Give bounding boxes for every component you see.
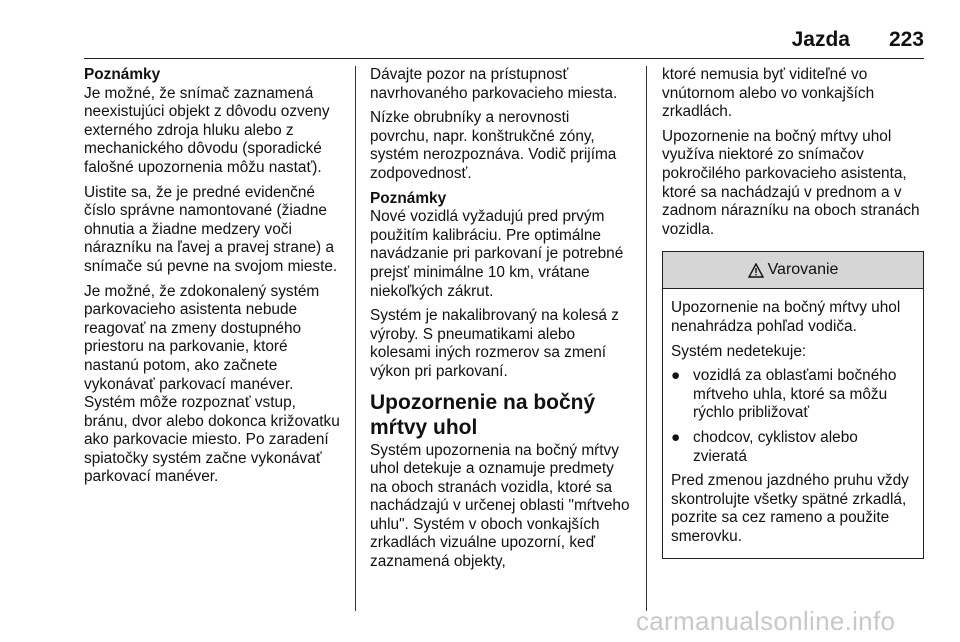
header-title: Jazda xyxy=(791,28,850,51)
warning-paragraph-3: Pred zmenou jazdného pruhu vždy skontrolujte všetky spätné zrkadlá, pozrite sa cez rameno a použite smerovku. xyxy=(671,472,909,545)
paragraph-mirrors: ktoré nemusia byť viditeľné vo vnútornom alebo vo vonkajších zrkadlách. xyxy=(662,66,875,121)
paragraph-curbs: Nízke obrubníky a nerovnosti povrchu, napr. konštrukčné zóny, systém nerozpoznáva. Vodič prijíma zodpovednosť. xyxy=(370,109,617,182)
warning-title: Varovanie xyxy=(767,261,839,279)
bullet-dot-icon: ● xyxy=(671,428,681,446)
watermark: carmanualsonline.info xyxy=(636,606,896,636)
bullet-dot-icon: ● xyxy=(671,367,681,385)
note-2 xyxy=(370,190,632,302)
note-2-title: Poznámky xyxy=(370,189,447,207)
column-1 xyxy=(84,66,342,493)
header-rule xyxy=(84,58,924,59)
paragraph-blind-spot-intro: Systém upozornenia na bočný mŕtvy uhol detekuje a oznamuje predmety na oboch stranách vozidla, ktoré sa nachádzajú v určenej oblasti "mŕtveho uhlu". Systém v oboch vonkajších zrkadlách vizuálne upozorní, keď zaznamená objekty, xyxy=(370,441,630,571)
column-3 xyxy=(662,66,924,559)
paragraph-advanced-parking: Je možné, že zdokonalený systém parkovacieho asistenta nebude reagovať na zmeny dostupného priestoru na parkovanie, ktoré nastanú potom, ako začnete vykonávať parkovací manéver. Systém môže rozpoznať vstup, bránu, dvor alebo dokonca križovatku ako parkovacie miesto. Po zaradení spiatočky systém začne vykonávať parkovací manéver. xyxy=(84,282,340,486)
warning-bullet xyxy=(671,429,915,466)
warning-paragraph-1: Upozornenie na bočný mŕtvy uhol nenahrádza pohľad vodiča. xyxy=(671,299,901,335)
bullet-text: chodcov, cyklistov alebo zvieratá xyxy=(693,428,858,465)
section-heading-blind-spot: Upozornenie na bočný mŕtvy uhol xyxy=(370,390,596,439)
paragraph-license-plate: Uistite sa, že je predné evidenčné číslo správne namontované (žiadne ohnutia a žiadne medzery voči nárazníku na ľavej a pravej strane) a snímače sú pevne na svojom mieste. xyxy=(84,183,338,275)
page-number: 223 xyxy=(888,28,924,51)
warning-box xyxy=(662,251,924,559)
warning-bullet xyxy=(671,367,915,423)
note-1 xyxy=(84,66,342,178)
note-1-text: Je možné, že snímač zaznamená neexistujúci objekt z dôvodu ozveny externého zdroja hluku alebo z mechanického dôvodu (sporadické falošné upozornenia môžu nastať). xyxy=(84,84,330,176)
warning-header xyxy=(663,252,923,289)
note-2-text: Nové vozidlá vyžadujú pred prvým použitím kalibráciu. Pre optimálne navádzanie pri parkovaní je potrebné prejsť minimálne 10 km, vrátane niekoľkých zákrut. xyxy=(370,208,624,300)
column-divider-2 xyxy=(646,66,647,611)
column-2 xyxy=(370,66,632,578)
bullet-text: vozidlá za oblasťami bočného mŕtveho uhla, ktoré sa môžu rýchlo približovať xyxy=(693,367,897,422)
paragraph-sensors: Upozornenie na bočný mŕtvy uhol využíva niektoré zo snímačov pokročilého parkovacieho asistenta, ktoré sa nachádzajú v prednom a v zadnom nárazníku na oboch stranách vozidla. xyxy=(662,127,920,238)
warning-body xyxy=(663,289,923,558)
warning-paragraph-2: Systém nedetekuje: xyxy=(671,342,807,360)
column-divider-1 xyxy=(355,66,356,611)
warning-triangle-icon xyxy=(748,263,764,278)
note-1-title: Poznámky xyxy=(84,66,161,83)
paragraph-accessibility: Dávajte pozor na prístupnosť navrhovaného parkovacieho miesta. xyxy=(370,66,618,102)
paragraph-calibration: Systém je nakalibrovaný na kolesá z výroby. S pneumatikami alebo kolesami iných rozmerov sa zmení výkon pri parkovaní. xyxy=(370,307,619,380)
